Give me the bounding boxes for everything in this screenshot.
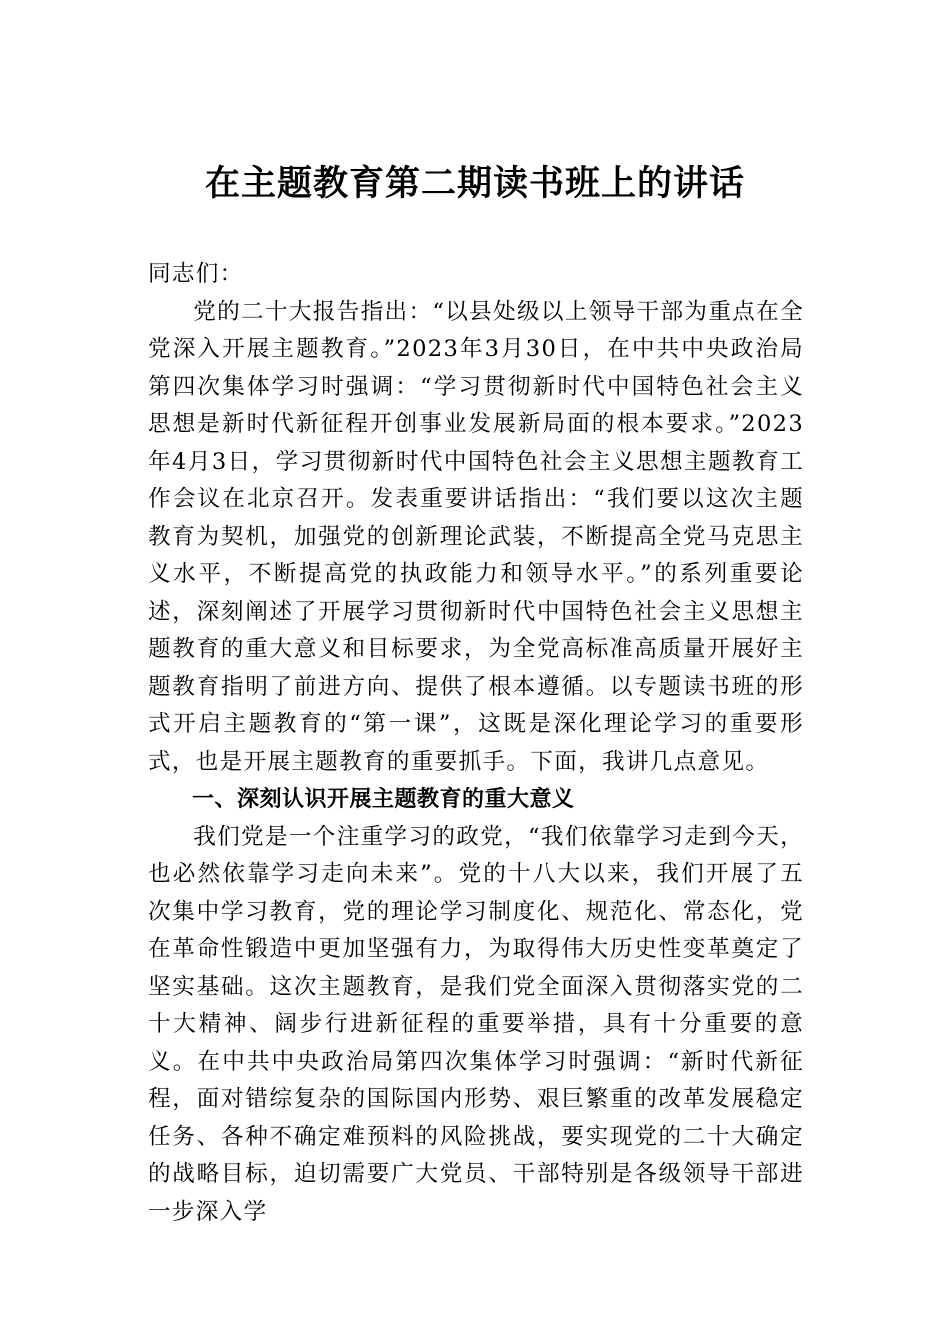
paragraph-intro: 党的二十大报告指出：“以县处级以上领导干部为重点在全党深入开展主题教育。”2023年3月30日，在中共中央政治局第四次集体学习时强调：“学习贯彻新时代中国特色社会主义思想是新时代新征程开创事业发展新局面的根本要求。”2023年4月3日，学习贯彻新时代中国特色社会主义思想主题教育工作会议在北京召开。发表重要讲话指出：“我们要以这次主题教育为契机，加强党的创新理论武装，不断提高全党马克思主义水平，不断提高党的执政能力和领导水平。”的系列重要论述，深刻阐述了开展学习贯彻新时代中国特色社会主义思想主题教育的重大意义和目标要求，为全党高标准高质量开展好主题教育指明了前进方向、提供了根本遵循。以专题读书班的形式开启主题教育的“第一课”，这既是深化理论学习的重要形式，也是开展主题教育的重要抓手。下面，我讲几点意见。 <box>148 298 804 775</box>
section-heading-1: 一、深刻认识开展主题教育的重大意义 <box>192 787 575 812</box>
salutation: 同志们： <box>148 261 244 287</box>
document-body <box>148 256 804 1231</box>
document-title: 在主题教育第二期读书班上的讲话 <box>204 163 745 204</box>
paragraph-section-1: 我们党是一个注重学习的政党，“我们依靠学习走到今天，也必然依靠学习走向未来”。党的十八大以来，我们开展了五次集中学习教育，党的理论学习制度化、规范化、常态化，党在革命性锻造中更加坚强有力，为取得伟大历史性变革奠定了坚实基础。这次主题教育，是我们党全面深入贯彻落实党的二十大精神、阔步行进新征程的重要举措，具有十分重要的意义。在中共中央政治局第四次集体学习时强调：“新时代新征程，面对错综复杂的国际国内形势、艰巨繁重的改革发展稳定任务、各种不确定难预料的风险挑战，要实现党的二十大确定的战略目标，迫切需要广大党员、干部特别是各级领导干部进一步深入学 <box>148 823 804 1225</box>
